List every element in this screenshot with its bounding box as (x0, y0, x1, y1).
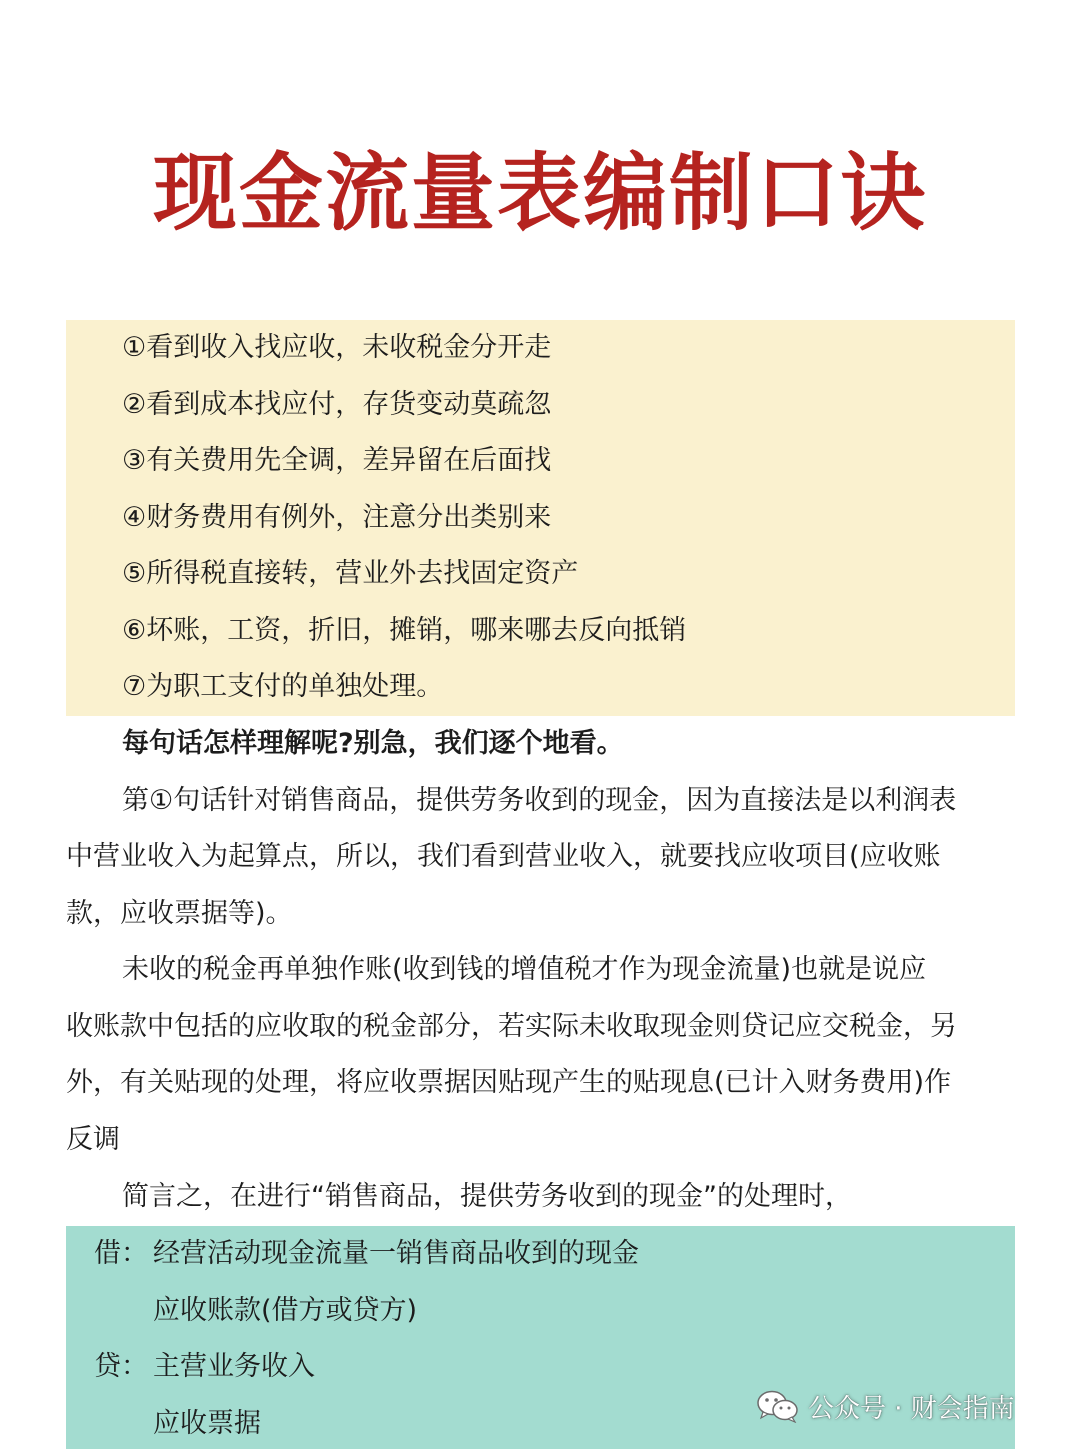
summary-line: 简言之，在进行“销售商品，提供劳务收到的现金”的处理时， (122, 1181, 852, 1212)
page-title: 现金流量表编制口诀 (152, 144, 927, 242)
watermark-text: 公众号 · 财会指南 (808, 1393, 1015, 1424)
rhyme-line: ①看到收入找应收，未收税金分开走 (122, 332, 552, 363)
paragraph-line: 未收的税金再单独作账(收到钱的增值税才作为现金流量)也就是说应 (122, 954, 927, 985)
watermark (756, 1386, 1015, 1426)
rhyme-box (66, 320, 1015, 716)
rhyme-line: ⑤所得税直接转，营业外去找固定资产 (122, 558, 579, 589)
rhyme-line: ③有关费用先全调，差异留在后面找 (122, 445, 552, 476)
intro-question: 每句话怎样理解呢?别急，我们逐个地看。 (122, 728, 624, 759)
credit-label: 贷： (94, 1351, 148, 1382)
debit-label: 借： (94, 1238, 148, 1269)
rhyme-line: ④财务费用有例外，注意分出类别来 (122, 502, 552, 533)
paragraph-line: 中营业收入为起算点，所以，我们看到营业收入，就要找应收项目(应收账 (66, 841, 941, 872)
rhyme-line: ⑥坏账，工资，折旧，摊销，哪来哪去反向抵销 (122, 615, 687, 646)
paragraph-line: 收账款中包括的应收取的税金部分，若实际未收取现金则贷记应交税金，另 (66, 1011, 957, 1042)
debit-line: 应收账款(借方或贷方) (153, 1295, 418, 1326)
debit-line: 经营活动现金流量一销售商品收到的现金 (153, 1238, 639, 1269)
rhyme-line: ⑦为职工支付的单独处理。 (122, 671, 444, 702)
paragraph-line: 款，应收票据等)。 (66, 898, 293, 929)
paragraph-line: 反调 (66, 1124, 120, 1155)
credit-line: 应收票据 (153, 1408, 261, 1439)
wechat-icon (756, 1389, 800, 1423)
paragraph-line: 外，有关贴现的处理，将应收票据因贴现产生的贴现息(已计入财务费用)作 (66, 1067, 952, 1098)
rhyme-line: ②看到成本找应付，存货变动莫疏忽 (122, 389, 552, 420)
paragraph-line: 第①句话针对销售商品，提供劳务收到的现金，因为直接法是以利润表 (122, 785, 957, 816)
credit-line: 主营业务收入 (153, 1351, 315, 1382)
